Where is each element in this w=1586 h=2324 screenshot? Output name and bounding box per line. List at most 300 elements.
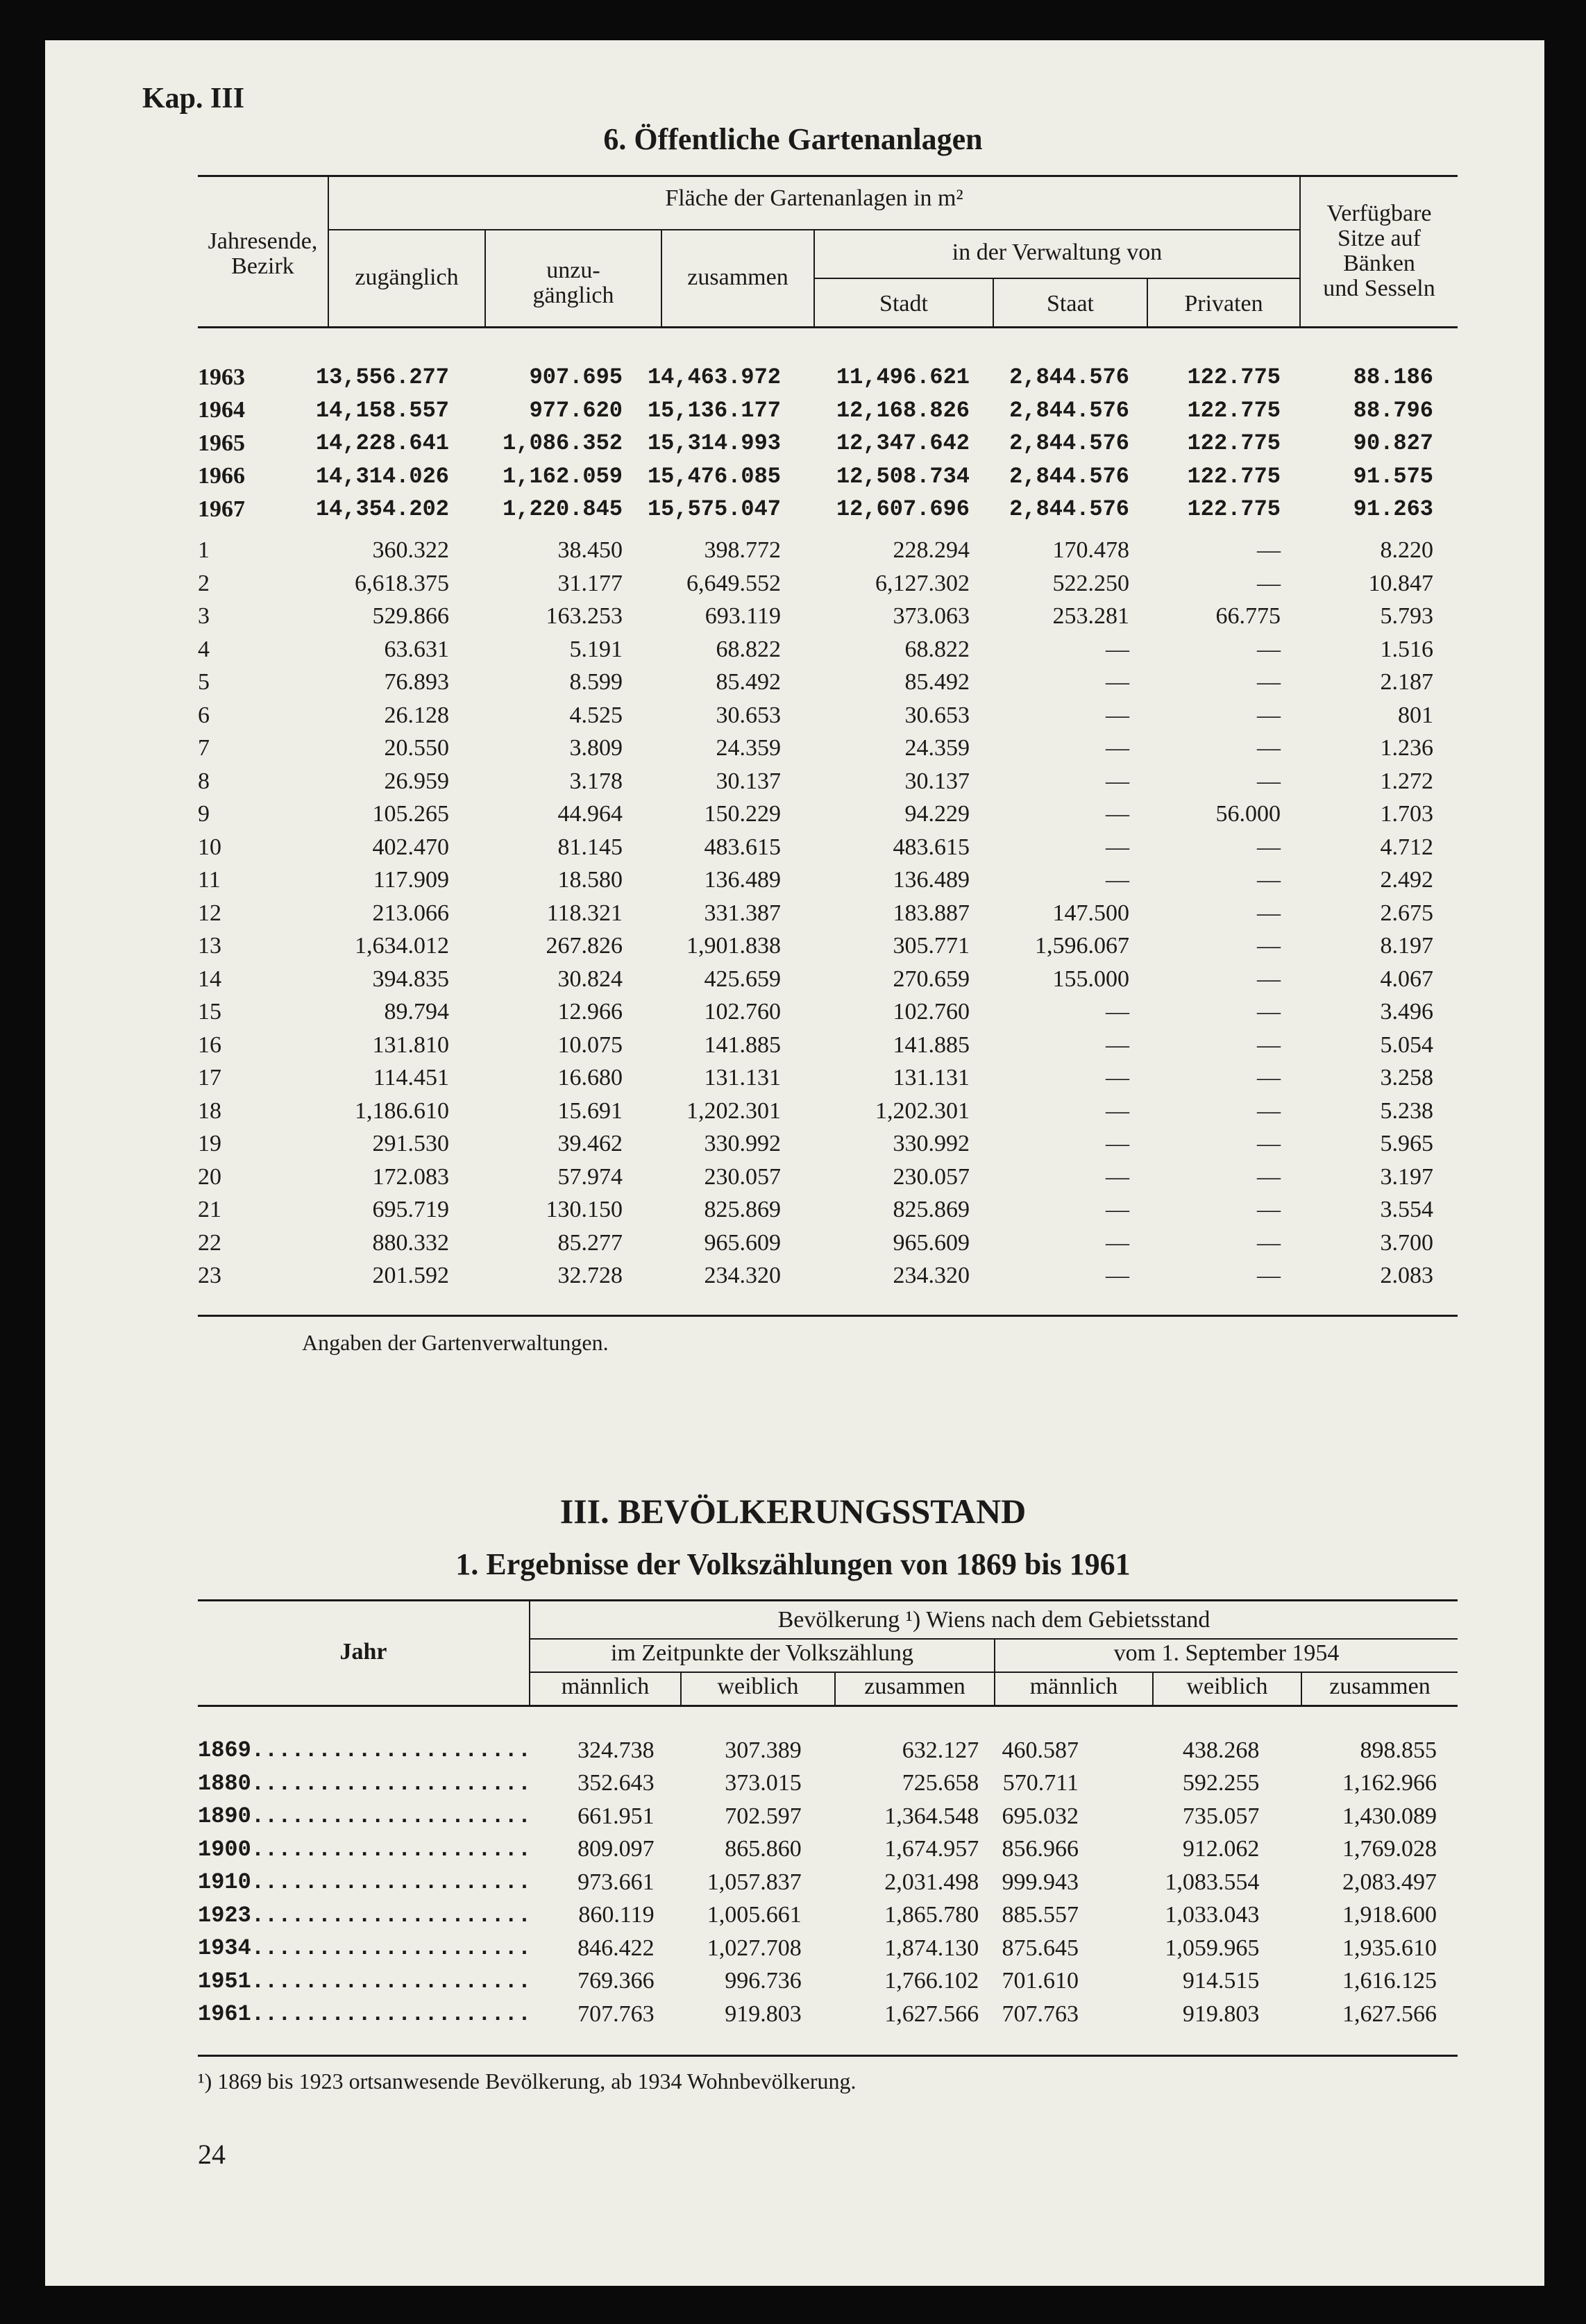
cell-value: 234.320: [893, 1263, 970, 1289]
cell-value: 632.127: [902, 1737, 979, 1763]
cell-value: 725.658: [902, 1770, 979, 1796]
cell-value: —: [1106, 1065, 1129, 1091]
col-maennlich: männlich: [561, 1674, 650, 1699]
row-label: 11: [198, 867, 221, 893]
cell-value: 38.450: [557, 537, 623, 564]
cell-value: 228.294: [893, 537, 970, 564]
table2-header-rule: [198, 1705, 1458, 1707]
cell-value: 1,674.957: [884, 1836, 979, 1862]
table-row: [198, 831, 1433, 864]
row-label: 9: [198, 801, 210, 827]
cell-value: —: [1257, 1131, 1281, 1157]
table2-bottom-rule: [198, 2055, 1458, 2057]
cell-value: 291.530: [372, 1131, 449, 1157]
cell-value: 102.760: [704, 999, 781, 1025]
cell-value: 30.824: [557, 966, 623, 992]
cell-value: —: [1257, 768, 1281, 794]
table-row: [198, 1062, 1433, 1095]
cell-value: 1,634.012: [355, 933, 449, 959]
cell-value: 769.366: [577, 1968, 655, 1994]
cell-value: 30.137: [904, 768, 970, 794]
cell-value: 15,476.085: [647, 463, 781, 489]
table-row: [198, 732, 1433, 766]
cell-value: 6,649.552: [686, 570, 781, 596]
col-weiblich: weiblich: [717, 1674, 799, 1699]
cell-value: 141.885: [704, 1032, 781, 1058]
cell-value: 85.492: [904, 669, 970, 696]
table-row: [198, 699, 1433, 732]
cell-value: 8.197: [1380, 933, 1433, 959]
cell-value: 425.659: [704, 966, 781, 992]
census-table: [198, 1734, 1437, 2031]
cell-value: 3.700: [1380, 1229, 1433, 1256]
year-label: 1900.....................: [198, 1836, 532, 1862]
table-row: [198, 1128, 1433, 1161]
table-row: [198, 1833, 1437, 1867]
source-note: Angaben der Gartenverwaltungen.: [302, 1330, 609, 1355]
cell-value: —: [1257, 735, 1281, 761]
subsection-title: 1. Ergebnisse der Volkszählungen von 1869 bis 1961: [455, 1547, 1131, 1581]
year-label: 1869.....................: [198, 1737, 532, 1764]
row-label: 8: [198, 768, 210, 794]
cell-value: 122.775: [1187, 397, 1281, 423]
cell-value: 24.359: [716, 735, 781, 761]
cell-value: —: [1106, 1032, 1129, 1058]
col-zusammen: zusammen: [1329, 1674, 1431, 1699]
cell-value: 919.803: [725, 2001, 802, 2027]
cell-value: 865.860: [725, 1836, 802, 1862]
row-label: 13: [198, 933, 221, 959]
footnote: ¹) 1869 bis 1923 ortsanwesende Bevölkerung, ab 1934 Wohnbevölkerung.: [198, 2069, 857, 2094]
cell-value: 977.620: [529, 397, 623, 423]
cell-value: 1,627.566: [884, 2001, 979, 2027]
cell-value: —: [1257, 636, 1281, 662]
cell-value: 1.703: [1380, 801, 1433, 827]
cell-value: 13,556.277: [315, 364, 449, 391]
row-label: 1965: [198, 430, 245, 456]
table-row: [198, 963, 1433, 996]
cell-value: 24.359: [904, 735, 970, 761]
year-label: 1923.....................: [198, 1902, 532, 1928]
cell-value: 6,618.375: [355, 570, 449, 596]
cell-value: —: [1257, 966, 1281, 992]
cell-value: 880.332: [372, 1229, 449, 1256]
col-stadt: Stadt: [879, 291, 928, 317]
cell-value: 1,616.125: [1342, 1968, 1437, 1994]
cell-value: —: [1106, 999, 1129, 1025]
cell-value: —: [1257, 1065, 1281, 1091]
cell-value: 529.866: [372, 603, 449, 630]
table-row: [198, 1965, 1437, 1998]
cell-value: —: [1106, 735, 1129, 761]
year-label: 1910.....................: [198, 1869, 532, 1896]
cell-value: 330.992: [893, 1131, 970, 1157]
table-row: [198, 600, 1433, 634]
cell-value: 1,005.661: [707, 1902, 802, 1928]
cell-value: 1,918.600: [1342, 1902, 1437, 1928]
cell-value: —: [1257, 702, 1281, 728]
table1-rule: [815, 278, 1299, 279]
cell-value: 2,031.498: [884, 1869, 979, 1895]
table-row: [198, 996, 1433, 1029]
col-zeitpunkt: im Zeitpunkte der Volkszählung: [611, 1640, 913, 1666]
cell-value: —: [1257, 999, 1281, 1025]
cell-value: 14,228.641: [315, 430, 449, 457]
cell-value: 131.810: [372, 1032, 449, 1058]
table-row: [198, 1866, 1437, 1899]
cell-value: 68.822: [904, 636, 970, 662]
cell-value: 30.653: [716, 702, 781, 728]
cell-value: 131.131: [704, 1065, 781, 1091]
row-label: 6: [198, 702, 210, 728]
cell-value: 702.597: [725, 1803, 802, 1829]
cell-value: 1,430.089: [1342, 1803, 1437, 1829]
cell-value: 15,314.993: [647, 430, 781, 457]
cell-value: 5.191: [569, 636, 623, 662]
cell-value: 170.478: [1052, 537, 1129, 564]
table-row: [198, 1227, 1433, 1260]
cell-value: 10.847: [1368, 570, 1433, 596]
cell-value: 118.321: [546, 900, 623, 926]
cell-value: 12.966: [557, 999, 623, 1025]
cell-value: —: [1106, 1163, 1129, 1190]
table-row: [198, 864, 1433, 898]
cell-value: 2,083.497: [1342, 1869, 1437, 1895]
year-label: 1951.....................: [198, 1968, 532, 1994]
cell-value: —: [1257, 669, 1281, 696]
cell-value: 1,162.059: [503, 463, 623, 489]
cell-value: 1,083.554: [1165, 1869, 1260, 1895]
cell-value: 172.083: [372, 1163, 449, 1190]
year-label: 1890.....................: [198, 1803, 532, 1830]
col-jahr: Jahr: [339, 1639, 387, 1665]
cell-value: 2,844.576: [1009, 397, 1129, 423]
cell-value: —: [1257, 1097, 1281, 1124]
cell-value: 1,027.708: [707, 1935, 802, 1961]
cell-value: 592.255: [1182, 1770, 1260, 1796]
cell-value: 8.220: [1380, 537, 1433, 564]
cell-value: 1,935.610: [1342, 1935, 1437, 1961]
row-label: 1: [198, 537, 210, 564]
row-label: 2: [198, 570, 210, 596]
cell-value: 15.691: [557, 1097, 623, 1124]
cell-value: —: [1257, 537, 1281, 564]
cell-value: —: [1257, 1032, 1281, 1058]
table-row: [198, 897, 1433, 930]
cell-value: 6,127.302: [875, 570, 970, 596]
cell-value: 522.250: [1052, 570, 1129, 596]
cell-value: 91.263: [1353, 496, 1433, 523]
cell-value: 18.580: [557, 867, 623, 893]
cell-value: 1,874.130: [884, 1935, 979, 1961]
col-privaten: Privaten: [1184, 291, 1263, 317]
cell-value: 5.793: [1380, 603, 1433, 630]
cell-value: 1,596.067: [1035, 933, 1129, 959]
cell-value: 12,508.734: [836, 463, 970, 489]
cell-value: 85.492: [716, 669, 781, 696]
cell-value: 912.062: [1182, 1836, 1260, 1862]
table1-header-rule: [198, 326, 1458, 328]
cell-value: 330.992: [704, 1131, 781, 1157]
cell-value: 373.063: [893, 603, 970, 630]
table-row: [198, 1800, 1437, 1833]
cell-value: 85.277: [557, 1229, 623, 1256]
row-label: 3: [198, 603, 210, 630]
cell-value: 3.197: [1380, 1163, 1433, 1190]
table-row: [198, 361, 1433, 394]
cell-value: —: [1106, 1097, 1129, 1124]
cell-value: 460.587: [1002, 1737, 1079, 1763]
cell-value: 693.119: [705, 603, 781, 630]
col-zusammen: zusammen: [687, 264, 788, 290]
cell-value: 4.067: [1380, 966, 1433, 992]
cell-value: 1,057.837: [707, 1869, 802, 1895]
cell-value: 2,844.576: [1009, 463, 1129, 489]
cell-value: —: [1257, 834, 1281, 860]
cell-value: —: [1106, 702, 1129, 728]
row-label: 4: [198, 636, 210, 662]
cell-value: 1,769.028: [1342, 1836, 1437, 1862]
row-label: 17: [198, 1065, 221, 1091]
col-sitze: Verfügbare Sitze auf Bänken und Sesseln: [1323, 201, 1435, 301]
cell-value: 914.515: [1182, 1968, 1260, 1994]
cell-value: 735.057: [1182, 1803, 1260, 1829]
cell-value: 809.097: [577, 1836, 655, 1862]
cell-value: 105.265: [372, 801, 449, 827]
cell-value: 695.719: [372, 1197, 449, 1223]
cell-value: —: [1106, 636, 1129, 662]
table-row: [198, 427, 1433, 460]
table-row: [198, 1734, 1437, 1767]
cell-value: 907.695: [529, 364, 623, 391]
cell-value: 5.238: [1380, 1097, 1433, 1124]
table-row: [198, 567, 1433, 600]
cell-value: 1,033.043: [1165, 1902, 1260, 1928]
cell-value: 1,162.966: [1342, 1770, 1437, 1796]
cell-value: 1,220.845: [503, 496, 623, 523]
cell-value: 141.885: [893, 1032, 970, 1058]
cell-value: 11,496.621: [836, 364, 970, 391]
col-jahresende: Jahresende, Bezirk: [208, 228, 318, 279]
row-label: 23: [198, 1263, 221, 1289]
cell-value: 12,168.826: [836, 397, 970, 423]
cell-value: 16.680: [557, 1065, 623, 1091]
cell-value: 57.974: [557, 1163, 623, 1190]
cell-value: 1,627.566: [1342, 2001, 1437, 2027]
col-weiblich: weiblich: [1186, 1674, 1268, 1699]
cell-value: 89.794: [384, 999, 449, 1025]
row-label: 19: [198, 1131, 221, 1157]
cell-value: —: [1106, 867, 1129, 893]
cell-value: —: [1106, 768, 1129, 794]
cell-value: 94.229: [904, 801, 970, 827]
cell-value: 26.959: [384, 768, 449, 794]
cell-value: —: [1257, 1197, 1281, 1223]
cell-value: 12,347.642: [836, 430, 970, 457]
cell-value: 331.387: [704, 900, 781, 926]
cell-value: —: [1257, 1263, 1281, 1289]
cell-value: 39.462: [557, 1131, 623, 1157]
cell-value: 307.389: [725, 1737, 802, 1763]
cell-value: 30.653: [904, 702, 970, 728]
cell-value: 324.738: [577, 1737, 655, 1763]
cell-value: 875.645: [1002, 1935, 1079, 1961]
cell-value: 114.451: [373, 1065, 449, 1091]
cell-value: 402.470: [372, 834, 449, 860]
col-verwaltung: in der Verwaltung von: [952, 239, 1163, 265]
cell-value: 44.964: [557, 801, 623, 827]
col-zusammen: zusammen: [864, 1674, 965, 1699]
cell-value: 996.736: [725, 1968, 802, 1994]
cell-value: 12,607.696: [836, 496, 970, 523]
cell-value: 438.268: [1182, 1737, 1260, 1763]
table1-top-rule: [198, 175, 1458, 177]
cell-value: 1,364.548: [884, 1803, 979, 1829]
cell-value: 91.575: [1353, 463, 1433, 489]
cell-value: 846.422: [577, 1935, 655, 1961]
chapter-label: Kap. III: [142, 83, 245, 115]
cell-value: 707.763: [1002, 2001, 1079, 2027]
cell-value: 14,354.202: [315, 496, 449, 523]
cell-value: 3.554: [1380, 1197, 1433, 1223]
cell-value: 136.489: [893, 867, 970, 893]
cell-value: 919.803: [1182, 2001, 1260, 2027]
cell-value: —: [1257, 933, 1281, 959]
cell-value: 32.728: [557, 1263, 623, 1289]
cell-value: 360.322: [372, 537, 449, 564]
cell-value: 695.032: [1002, 1803, 1079, 1829]
cell-value: 201.592: [372, 1263, 449, 1289]
cell-value: 147.500: [1052, 900, 1129, 926]
table-row: [198, 765, 1433, 798]
row-label: 1963: [198, 364, 245, 390]
cell-value: 2.492: [1380, 867, 1433, 893]
row-label: 20: [198, 1163, 221, 1190]
cell-value: 3.178: [569, 768, 623, 794]
table-row: [198, 1194, 1433, 1227]
cell-value: —: [1106, 669, 1129, 696]
cell-value: 965.609: [893, 1229, 970, 1256]
cell-value: 267.826: [546, 933, 623, 959]
cell-value: —: [1257, 867, 1281, 893]
cell-value: 898.855: [1360, 1737, 1437, 1763]
cell-value: 10.075: [557, 1032, 623, 1058]
cell-value: 122.775: [1187, 463, 1281, 489]
cell-value: 570.711: [1002, 1770, 1079, 1796]
cell-value: 1,202.301: [686, 1097, 781, 1124]
cell-value: 305.771: [893, 933, 970, 959]
cell-value: 825.869: [893, 1197, 970, 1223]
table-row: [198, 1998, 1437, 2031]
cell-value: 4.712: [1380, 834, 1433, 860]
cell-value: —: [1257, 1163, 1281, 1190]
cell-value: 122.775: [1187, 430, 1281, 457]
cell-value: 122.775: [1187, 496, 1281, 523]
cell-value: 352.643: [577, 1770, 655, 1796]
cell-value: 76.893: [384, 669, 449, 696]
col-staat: Staat: [1047, 291, 1094, 317]
table1-bottom-rule: [198, 1315, 1458, 1317]
cell-value: 801: [1398, 702, 1433, 728]
col-unzugaenglich: unzu- gänglich: [532, 258, 614, 308]
cell-value: 373.015: [725, 1770, 802, 1796]
cell-value: 90.827: [1353, 430, 1433, 457]
cell-value: 136.489: [704, 867, 781, 893]
row-label: 1966: [198, 463, 245, 489]
cell-value: 1,766.102: [884, 1968, 979, 1994]
table-row: [198, 460, 1433, 494]
cell-value: —: [1106, 1263, 1129, 1289]
cell-value: 117.909: [373, 867, 449, 893]
year-label: 1961.....................: [198, 2001, 532, 2028]
cell-value: 230.057: [893, 1163, 970, 1190]
cell-value: 701.610: [1002, 1968, 1079, 1994]
cell-value: 965.609: [704, 1229, 781, 1256]
cell-value: —: [1106, 834, 1129, 860]
cell-value: 102.760: [893, 999, 970, 1025]
cell-value: 2.083: [1380, 1263, 1433, 1289]
table2-top-rule: [198, 1599, 1458, 1601]
cell-value: 394.835: [372, 966, 449, 992]
row-label: 7: [198, 735, 210, 761]
cell-value: 999.943: [1002, 1869, 1079, 1895]
cell-value: 1,059.965: [1165, 1935, 1260, 1961]
cell-value: 15,136.177: [647, 397, 781, 423]
cell-value: 3.496: [1380, 999, 1433, 1025]
cell-value: —: [1106, 1197, 1129, 1223]
year-label: 1880.....................: [198, 1770, 532, 1796]
cell-value: 2.187: [1380, 669, 1433, 696]
cell-value: 31.177: [557, 570, 623, 596]
cell-value: 825.869: [704, 1197, 781, 1223]
cell-value: 253.281: [1052, 603, 1129, 630]
cell-value: 885.557: [1002, 1902, 1079, 1928]
cell-value: —: [1106, 1131, 1129, 1157]
cell-value: 81.145: [557, 834, 623, 860]
cell-value: 14,314.026: [315, 463, 449, 489]
cell-value: 398.772: [704, 537, 781, 564]
cell-value: 1.516: [1380, 636, 1433, 662]
cell-value: 213.066: [372, 900, 449, 926]
cell-value: 1,901.838: [686, 933, 781, 959]
cell-value: 15,575.047: [647, 496, 781, 523]
year-label: 1934.....................: [198, 1935, 532, 1962]
cell-value: 973.661: [577, 1869, 655, 1895]
cell-value: 707.763: [577, 2001, 655, 2027]
section-title: 6. Öffentliche Gartenanlagen: [603, 122, 983, 156]
row-label: 12: [198, 900, 221, 926]
table-row: [198, 493, 1433, 526]
cell-value: 68.822: [716, 636, 781, 662]
cell-value: 270.659: [893, 966, 970, 992]
cell-value: 66.775: [1215, 603, 1281, 630]
col-stichtag: vom 1. September 1954: [1113, 1640, 1340, 1666]
cell-value: 56.000: [1215, 801, 1281, 827]
cell-value: 1,186.610: [355, 1097, 449, 1124]
cell-value: 2.675: [1380, 900, 1433, 926]
cell-value: 1.272: [1380, 768, 1433, 794]
cell-value: 234.320: [704, 1263, 781, 1289]
cell-value: 661.951: [577, 1803, 655, 1829]
cell-value: 4.525: [569, 702, 623, 728]
cell-value: 183.887: [893, 900, 970, 926]
cell-value: 860.119: [578, 1902, 655, 1928]
cell-value: 1.236: [1380, 735, 1433, 761]
col-zugaenglich: zugänglich: [355, 264, 459, 290]
cell-value: 155.000: [1052, 966, 1129, 992]
row-label: 1967: [198, 496, 245, 522]
cell-value: 14,158.557: [315, 397, 449, 423]
